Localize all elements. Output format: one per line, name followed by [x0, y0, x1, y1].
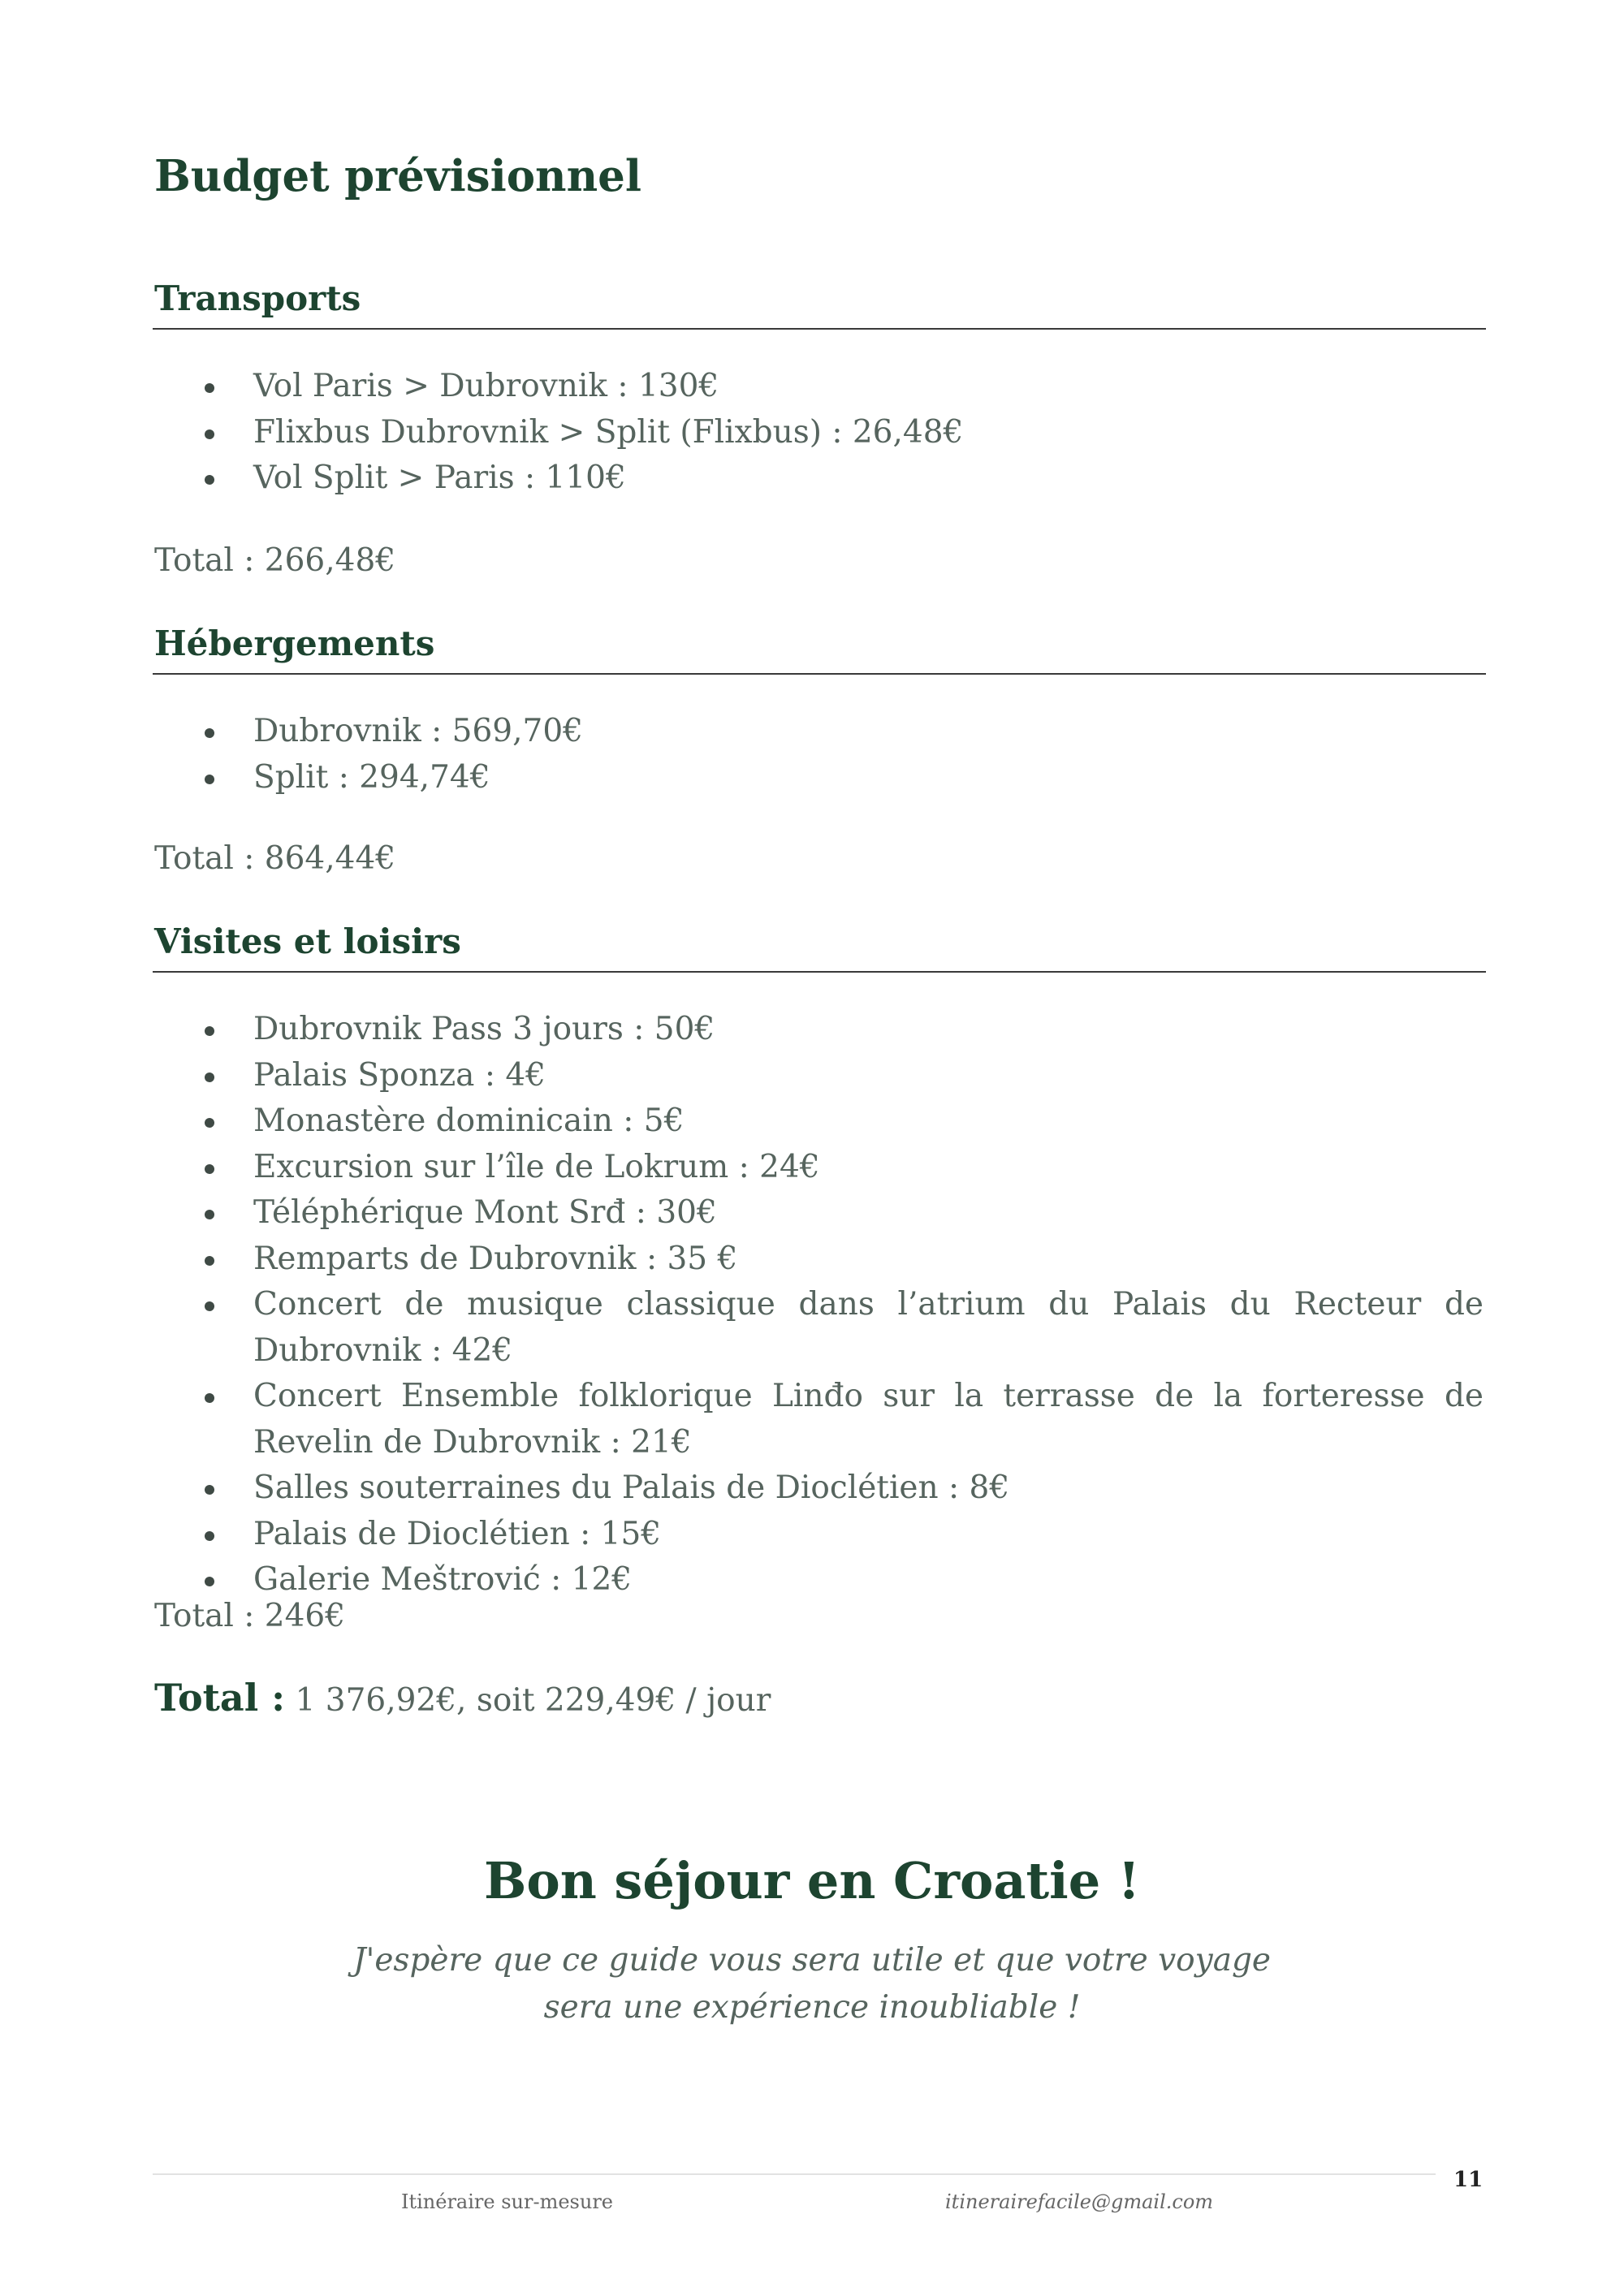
section-hebergements — [153, 623, 1486, 796]
list-item-text: Split : 294,74€ — [253, 758, 490, 796]
bullet-icon — [205, 1485, 214, 1495]
grand-total-label: Total : — [154, 1676, 286, 1720]
list-item-text: Salles souterraines du Palais de Dioclétien : 8€ — [253, 1470, 1010, 1506]
list-item-text: Vol Paris > Dubrovnik : 130€ — [253, 368, 719, 404]
list-item — [153, 1465, 1484, 1512]
list-item — [153, 1236, 1484, 1283]
footer-email: itinerairefacile@gmail.com — [945, 2190, 1214, 2213]
closing-line-1: J'espère que ce guide vous sera utile et que votre voyage — [353, 1942, 1271, 1979]
list-item — [153, 709, 1484, 755]
transports-total: Total : 266,48€ — [154, 542, 396, 579]
list-item-text: Vol Split > Paris : 110€ — [253, 460, 626, 496]
list-item-text: Concert Ensemble folklorique Linđo sur la terrasse de la forteresse de Revelin de Dubrovnik : 21€ — [253, 1378, 1484, 1461]
list-item-text: Remparts de Dubrovnik : 35 € — [253, 1240, 738, 1277]
bullet-icon — [205, 1393, 214, 1403]
closing-line-2: sera une expérience inoubliable ! — [543, 1989, 1081, 2026]
bullet-icon — [205, 1577, 214, 1586]
section-transports — [153, 278, 1486, 496]
list-item-text: Palais de Dioclétien : 15€ — [253, 1515, 662, 1552]
list-item — [153, 1098, 1484, 1145]
bullet-icon — [205, 728, 214, 738]
list-item-text: Excursion sur l’île de Lokrum : 24€ — [253, 1148, 820, 1185]
bullet-icon — [205, 1026, 214, 1036]
bullet-icon — [205, 383, 214, 393]
footer-left-text: Itinéraire sur-mesure — [401, 2190, 613, 2213]
list-item-text: Flixbus Dubrovnik > Split (Flixbus) : 26,48€ — [253, 413, 964, 451]
list-item — [153, 755, 1484, 801]
bullet-icon — [205, 775, 214, 784]
bullet-icon — [205, 1256, 214, 1266]
list-item-text: Dubrovnik Pass 3 jours : 50€ — [253, 1011, 715, 1047]
bullet-icon — [205, 1164, 214, 1174]
grand-total — [154, 1676, 771, 1720]
list-item-text: Dubrovnik : 569,70€ — [253, 713, 583, 749]
list-item — [153, 455, 1484, 502]
hebergements-total: Total : 864,44€ — [154, 840, 396, 877]
bullet-icon — [205, 475, 214, 485]
visites-total: Total : 246€ — [154, 1598, 346, 1634]
closing-subtitle — [0, 1937, 1624, 2031]
list-item — [153, 1007, 1484, 1053]
bullet-icon — [205, 1210, 214, 1219]
section-visites — [153, 921, 1486, 1598]
list-item — [153, 1512, 1484, 1558]
list-item — [153, 1190, 1484, 1236]
bullet-icon — [205, 1118, 214, 1128]
page-number: 11 — [1453, 2168, 1484, 2192]
transports-list — [153, 364, 1484, 502]
hebergements-list — [153, 709, 1484, 801]
list-item — [153, 1282, 1484, 1374]
list-item — [153, 410, 1484, 456]
bullet-icon — [205, 429, 214, 439]
closing-title: Bon séjour en Croatie ! — [484, 1851, 1140, 1910]
list-item-text: Téléphérique Mont Srđ : 30€ — [253, 1194, 717, 1231]
list-item — [153, 364, 1484, 410]
grand-total-value: 1 376,92€, soit 229,49€ / jour — [285, 1682, 771, 1719]
section-heading-hebergements: Hébergements — [153, 623, 1486, 675]
list-item-text: Palais Sponza : 4€ — [253, 1056, 546, 1094]
list-item-text: Galerie Meštrović : 12€ — [253, 1561, 633, 1598]
list-item — [153, 1557, 1484, 1603]
list-item — [153, 1053, 1484, 1099]
footer-divider — [153, 2173, 1436, 2175]
list-item-text: Concert de musique classique dans l’atrium du Palais du Recteur de Dubrovnik : 42€ — [253, 1286, 1484, 1369]
list-item-text: Monastère dominicain : 5€ — [253, 1103, 685, 1139]
section-heading-visites: Visites et loisirs — [153, 921, 1486, 973]
bullet-icon — [205, 1072, 214, 1082]
page-title: Budget prévisionnel — [154, 151, 641, 201]
list-item — [153, 1145, 1484, 1191]
bullet-icon — [205, 1301, 214, 1311]
bullet-icon — [205, 1531, 214, 1541]
visites-list — [153, 1007, 1484, 1603]
section-heading-transports: Transports — [153, 278, 1486, 330]
list-item — [153, 1374, 1484, 1465]
